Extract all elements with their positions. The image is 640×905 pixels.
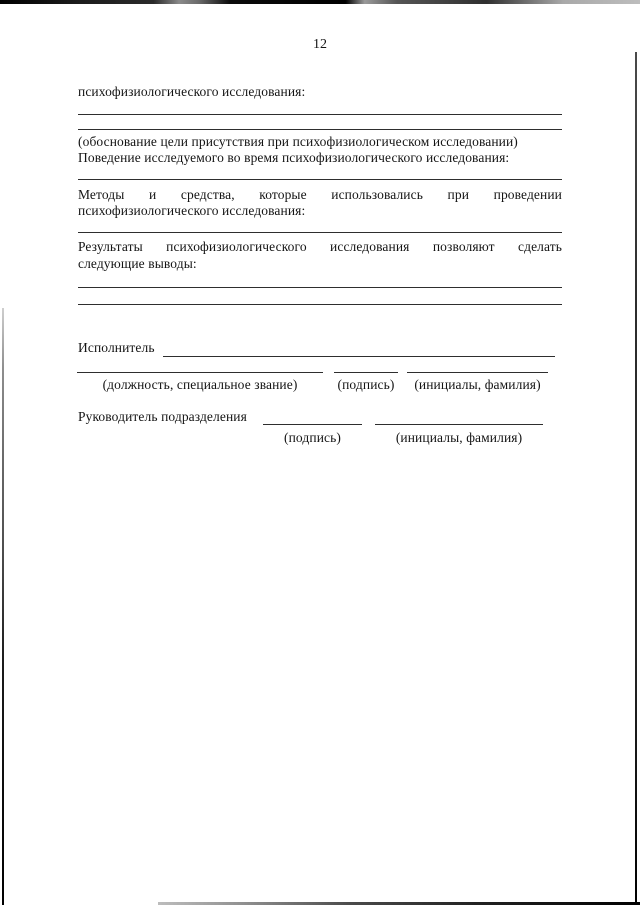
scan-edge-top — [0, 0, 640, 4]
behavior-line: Поведение исследуемого во время психофизиологического исследования: — [78, 150, 510, 165]
justification-caption: (обоснование цели присутствия при психофизиологическом исследовании) — [78, 134, 518, 149]
executor-signature-line — [334, 372, 398, 373]
head-signature-line — [263, 424, 362, 425]
methods-line-2: психофизиологического исследования: — [78, 203, 306, 218]
methods-line-1: Методы и средства, которые использовались при проведении — [78, 187, 562, 202]
executor-signature-caption: (подпись) — [337, 377, 395, 392]
fill-line-5 — [78, 287, 562, 288]
executor-position-line — [77, 372, 323, 373]
fill-line-2 — [78, 129, 562, 130]
executor-name-caption: (инициалы, фамилия) — [414, 377, 541, 392]
scan-edge-left — [2, 308, 4, 905]
fill-line-3 — [78, 179, 562, 180]
head-label: Руководитель подразделения — [78, 409, 247, 424]
executor-fill-line — [163, 356, 555, 357]
intro-line: психофизиологического исследования: — [78, 84, 306, 99]
head-name-caption: (инициалы, фамилия) — [395, 430, 523, 445]
executor-name-line — [407, 372, 548, 373]
head-name-line — [375, 424, 543, 425]
executor-label: Исполнитель — [78, 340, 155, 355]
fill-line-6 — [78, 304, 562, 305]
scan-edge-right — [635, 52, 637, 905]
results-line-1: Результаты психофизиологического исследования позволяют сделать — [78, 239, 562, 254]
executor-position-caption: (должность, специальное звание) — [102, 377, 298, 392]
fill-line-1 — [78, 114, 562, 115]
results-line-2: следующие выводы: — [78, 256, 197, 271]
fill-line-4 — [78, 232, 562, 233]
head-signature-caption: (подпись) — [284, 430, 341, 445]
page-number: 12 — [313, 37, 327, 52]
